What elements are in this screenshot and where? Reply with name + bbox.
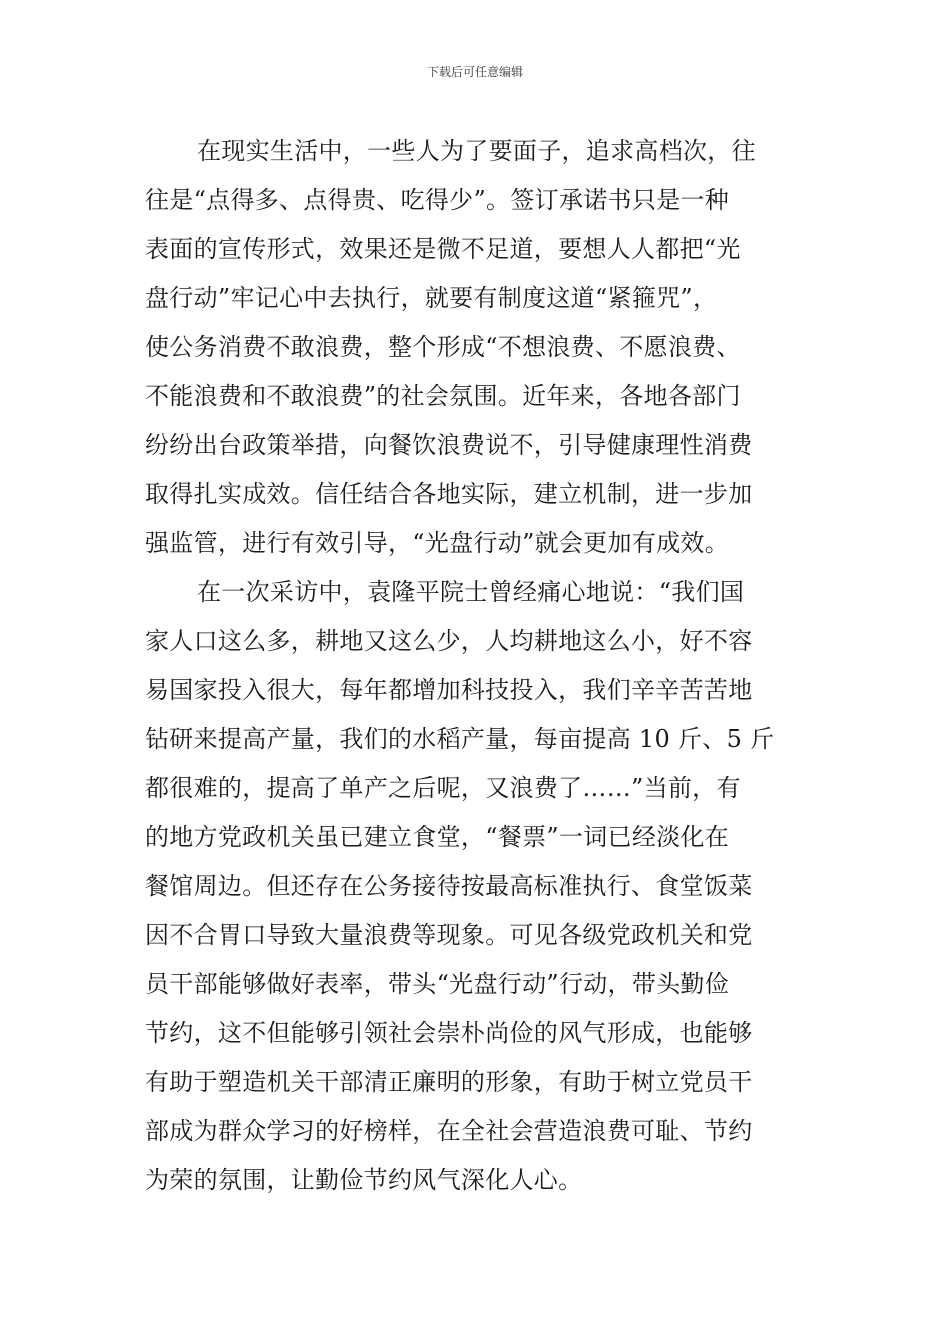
text-line: 有助于塑造机关干部清正廉明的形象，有助于树立党员干 — [145, 1068, 753, 1096]
text-line: 在现实生活中，一些人为了要面子，追求高档次，往 — [197, 137, 756, 165]
text-line: 因不合胃口导致大量浪费等现象。可见各级党政机关和党 — [145, 921, 753, 949]
text-line: 员干部能够做好表率，带头“光盘行动”行动，带头勤俭 — [145, 970, 730, 998]
text-line: 的地方党政机关虽已建立食堂，“餐票”一词已经淡化在 — [145, 823, 730, 851]
text-line: 使公务消费不敢浪费，整个形成“不想浪费、不愿浪费、 — [145, 333, 741, 361]
text-line: 纷纷出台政策举措，向餐饮浪费说不，引导健康理性消费 — [145, 431, 753, 459]
paragraph-1 — [145, 127, 805, 568]
text-line: 餐馆周边。但还存在公务接待按最高标准执行、食堂饭菜 — [145, 872, 753, 900]
text-line: 在一次采访中，袁隆平院士曾经痛心地说：“我们国 — [197, 578, 745, 606]
text-line: 部成为群众学习的好榜样，在全社会营造浪费可耻、节约 — [145, 1117, 753, 1145]
paragraph-2 — [145, 568, 805, 1205]
page-header: 下载后可任意编辑 — [426, 65, 523, 79]
text-line: 表面的宣传形式，效果还是微不足道，要想人人都把“光 — [145, 235, 741, 263]
text-line: 强监管，进行有效引导，“光盘行动”就会更加有成效。 — [145, 529, 730, 557]
text-line: 易国家投入很大，每年都增加科技投入，我们辛辛苦苦地 — [145, 676, 753, 704]
text-line: 不能浪费和不敢浪费”的社会氛围。近年来，各地各部门 — [145, 382, 741, 410]
text-line: 钻研来提高产量，我们的水稻产量，每亩提高 10 斤、5 斤 — [145, 725, 775, 753]
text-line: 取得扎实成效。信任结合各地实际，建立机制，进一步加 — [145, 480, 753, 508]
text-line: 节约，这不但能够引领社会崇朴尚俭的风气形成，也能够 — [145, 1019, 753, 1047]
text-line: 都很难的，提高了单产之后呢，又浪费了……”当前，有 — [145, 774, 741, 802]
text-line: 为荣的氛围，让勤俭节约风气深化人心。 — [145, 1166, 583, 1194]
text-line: 盘行动”牢记心中去执行，就要有制度这道“紧箍咒”， — [145, 284, 718, 312]
body-text — [145, 127, 805, 1205]
text-line: 家人口这么多，耕地又这么少，人均耕地这么小，好不容 — [145, 627, 753, 655]
text-line: 往是“点得多、点得贵、吃得少”。签订承诺书只是一种 — [145, 186, 730, 214]
